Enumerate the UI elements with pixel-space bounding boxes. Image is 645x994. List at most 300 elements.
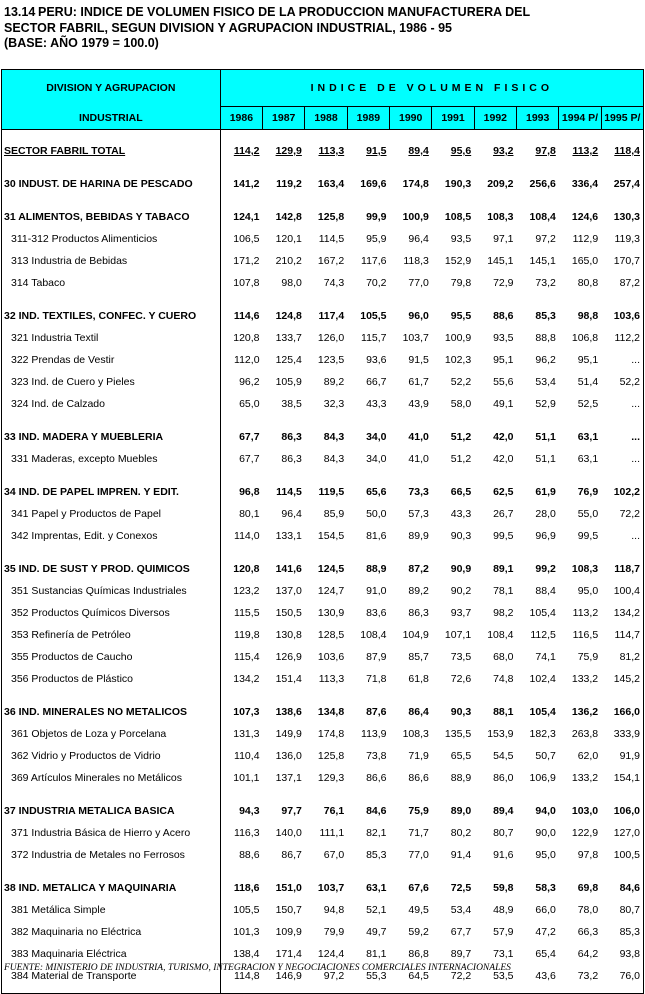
division-header: DIVISION Y AGRUPACION — [2, 70, 221, 107]
index-value: 90,3 — [450, 706, 472, 718]
index-value: 137,0 — [275, 585, 302, 597]
index-value: 89,1 — [493, 563, 514, 575]
row-label: 382 Maquinaria no Eléctrica — [2, 921, 221, 943]
index-value: 107,8 — [233, 277, 260, 289]
index-value: 41,0 — [408, 453, 429, 465]
index-value: 107,3 — [233, 706, 260, 718]
table-row-division — [2, 173, 644, 195]
table-row-division — [2, 701, 644, 723]
index-value: 83,6 — [366, 607, 387, 619]
index-value: 70,2 — [366, 277, 387, 289]
index-value: 65,5 — [450, 750, 472, 762]
index-value: 53,5 — [493, 970, 514, 982]
year-header: 1990 — [390, 107, 432, 130]
index-value: 96,2 — [239, 376, 260, 388]
index-value: 99,5 — [493, 530, 514, 542]
index-value: 43,3 — [450, 508, 472, 520]
index-value: 73,2 — [577, 970, 599, 982]
index-value: 165,0 — [571, 255, 599, 267]
table-row-group — [2, 745, 644, 767]
index-value: 94,0 — [535, 805, 556, 817]
table-row-group — [2, 646, 644, 668]
index-value: 142,8 — [275, 211, 302, 223]
index-value: ... — [601, 448, 643, 470]
index-value: 54,5 — [493, 750, 514, 762]
index-value: 100,4 — [601, 580, 643, 602]
index-value: 74,1 — [535, 651, 556, 663]
index-value: 88,8 — [535, 332, 556, 344]
index-value: 102,2 — [601, 481, 643, 503]
index-value: 122,9 — [571, 827, 599, 839]
index-value: 117,4 — [318, 310, 345, 322]
index-value: 72,5 — [450, 882, 472, 894]
row-label: 372 Industria de Metales no Ferrosos — [2, 844, 221, 866]
index-value: 88,6 — [493, 310, 514, 322]
index-value: 114,0 — [234, 530, 260, 542]
index-value: 61,9 — [535, 486, 556, 498]
index-value: 88,1 — [493, 706, 514, 718]
year-header: 1986 — [220, 107, 262, 130]
index-value: 58,0 — [450, 398, 472, 410]
index-value: 65,0 — [239, 398, 260, 410]
index-value: 99,2 — [535, 563, 556, 575]
row-label: 353 Refinería de Petróleo — [2, 624, 221, 646]
index-value: 97,8 — [577, 849, 599, 861]
index-value: 89,4 — [493, 805, 514, 817]
index-value: 72,9 — [493, 277, 514, 289]
index-value: 114,7 — [601, 624, 643, 646]
index-value: 47,2 — [535, 926, 556, 938]
table-row-group — [2, 503, 644, 525]
index-value: 105,5 — [233, 904, 260, 916]
index-value: 48,9 — [493, 904, 514, 916]
index-value: 145,1 — [487, 255, 514, 267]
index-value: 51,4 — [577, 376, 599, 388]
index-value: 133,7 — [275, 332, 302, 344]
row-label: 362 Vidrio y Productos de Vidrio — [2, 745, 221, 767]
index-value: 113,2 — [572, 145, 599, 157]
index-value: 93,5 — [450, 233, 472, 245]
index-value: 52,2 — [601, 371, 643, 393]
index-value: 108,4 — [360, 629, 387, 641]
index-value: 95,9 — [366, 233, 387, 245]
index-value: 32,3 — [323, 398, 345, 410]
index-value: 69,8 — [577, 882, 599, 894]
index-value: 86,7 — [281, 849, 302, 861]
index-value: 76,9 — [577, 486, 599, 498]
index-value: 90,0 — [535, 827, 556, 839]
index-value: 149,9 — [275, 728, 302, 740]
index-value: 114,8 — [234, 970, 260, 982]
index-value: 145,1 — [529, 255, 556, 267]
index-value: 97,8 — [535, 145, 556, 157]
year-header: 1988 — [305, 107, 347, 130]
index-value: 28,0 — [535, 508, 556, 520]
index-value: 43,9 — [408, 398, 429, 410]
index-value: 66,5 — [450, 486, 472, 498]
index-value: 59,8 — [493, 882, 514, 894]
table-title — [4, 5, 640, 52]
index-value: 127,0 — [601, 822, 643, 844]
index-value: 58,3 — [535, 882, 556, 894]
index-value: 120,8 — [233, 332, 260, 344]
table-body — [2, 140, 644, 994]
table-row-group — [2, 844, 644, 866]
index-value: 81,6 — [366, 530, 387, 542]
index-value: 126,9 — [275, 651, 302, 663]
index-value: 154,1 — [601, 767, 643, 789]
index-value: 55,3 — [366, 970, 387, 982]
index-value: 100,9 — [444, 332, 472, 344]
index-value: 108,3 — [487, 211, 514, 223]
index-value: 49,1 — [493, 398, 514, 410]
row-label: 341 Papel y Productos de Papel — [2, 503, 221, 525]
index-value: 82,1 — [366, 827, 387, 839]
index-value: 53,4 — [535, 376, 556, 388]
index-value: 117,6 — [361, 255, 387, 267]
index-value: 93,7 — [450, 607, 472, 619]
index-value: 119,3 — [601, 228, 643, 250]
index-value: 53,4 — [450, 904, 472, 916]
index-value: 163,4 — [317, 178, 345, 190]
index-value: 50,7 — [535, 750, 556, 762]
index-value: 93,8 — [601, 943, 643, 965]
index-value: 114,6 — [233, 310, 260, 322]
index-value: 42,0 — [493, 431, 514, 443]
index-value: 73,8 — [366, 750, 387, 762]
row-label: 323 Ind. de Cuero y Pieles — [2, 371, 221, 393]
index-value: 86,8 — [408, 948, 429, 960]
index-value: 80,7 — [493, 827, 514, 839]
index-value: 113,3 — [318, 673, 345, 685]
index-value: 91,9 — [601, 745, 643, 767]
index-value: 84,6 — [601, 877, 643, 899]
row-label: 32 IND. TEXTILES, CONFEC. Y CUERO — [2, 305, 221, 327]
year-header: 1992 — [474, 107, 516, 130]
index-value: 87,6 — [366, 706, 387, 718]
row-label: 313 Industria de Bebidas — [2, 250, 221, 272]
index-value: 114,2 — [233, 145, 260, 157]
index-value: 94,8 — [323, 904, 345, 916]
index-value: ... — [601, 426, 643, 448]
index-value: 91,5 — [408, 354, 429, 366]
index-value: 88,4 — [535, 585, 556, 597]
index-value: 49,7 — [366, 926, 387, 938]
index-value: 72,2 — [601, 503, 643, 525]
row-label: 355 Productos de Caucho — [2, 646, 221, 668]
index-value: 96,4 — [281, 508, 302, 520]
index-value: 116,5 — [572, 629, 599, 641]
index-value: 123,5 — [317, 354, 345, 366]
index-value: 108,3 — [402, 728, 429, 740]
index-value: 67,0 — [323, 849, 345, 861]
row-label: 38 IND. METALICA Y MAQUINARIA — [2, 877, 221, 899]
table-row-group — [2, 580, 644, 602]
index-value: 51,2 — [450, 453, 472, 465]
index-value: 101,3 — [233, 926, 260, 938]
index-value: 74,8 — [493, 673, 514, 685]
index-value: 105,9 — [275, 376, 302, 388]
index-value: 89,4 — [408, 145, 429, 157]
index-value: 73,1 — [493, 948, 514, 960]
index-value: 66,7 — [366, 376, 387, 388]
index-value: 95,0 — [577, 585, 599, 597]
index-value: 133,1 — [275, 530, 302, 542]
index-value: 84,3 — [323, 431, 345, 443]
row-label: 383 Maquinaria Eléctrica — [2, 943, 221, 965]
index-value: 106,9 — [529, 772, 556, 784]
index-value: 76,1 — [323, 805, 345, 817]
index-value: 49,5 — [408, 904, 429, 916]
index-value: 79,8 — [450, 277, 472, 289]
index-value: ... — [601, 525, 643, 547]
index-value: 98,8 — [577, 310, 599, 322]
row-label: 352 Productos Químicos Diversos — [2, 602, 221, 624]
index-value: 136,2 — [571, 706, 599, 718]
index-value: 124,8 — [275, 310, 302, 322]
index-value: 80,1 — [239, 508, 260, 520]
index-value: 129,9 — [275, 145, 302, 157]
index-value: 90,9 — [450, 563, 472, 575]
index-value: 89,7 — [450, 948, 472, 960]
index-value: 57,9 — [493, 926, 514, 938]
index-value: 67,7 — [239, 431, 260, 443]
index-value: 62,5 — [493, 486, 514, 498]
index-value: 66,3 — [577, 926, 599, 938]
index-value: 88,9 — [450, 772, 472, 784]
index-value: 102,3 — [444, 354, 472, 366]
index-value: 95,1 — [577, 354, 599, 366]
index-value: 134,8 — [317, 706, 345, 718]
index-value: 115,5 — [234, 607, 260, 619]
index-value: 333,9 — [601, 723, 643, 745]
index-value: 91,4 — [450, 849, 472, 861]
row-label: 314 Tabaco — [2, 272, 221, 294]
index-value: 52,9 — [535, 398, 556, 410]
index-value: 97,2 — [535, 233, 556, 245]
index-value: 50,0 — [366, 508, 387, 520]
index-value: 65,6 — [366, 486, 387, 498]
title-line-3: (BASE: AÑO 1979 = 100.0) — [4, 36, 159, 50]
index-value: 96,4 — [408, 233, 429, 245]
index-value: 51,1 — [535, 431, 556, 443]
index-value: ... — [601, 393, 643, 415]
table-row-group — [2, 272, 644, 294]
index-value: 111,1 — [319, 827, 345, 839]
index-value: 133,2 — [571, 673, 599, 685]
index-value: 105,4 — [529, 706, 556, 718]
index-value: 95,0 — [535, 849, 556, 861]
index-value: 257,4 — [601, 173, 643, 195]
index-value: 52,5 — [577, 398, 599, 410]
table-row-group — [2, 723, 644, 745]
index-value: 63,1 — [577, 453, 599, 465]
index-value: 68,0 — [493, 651, 514, 663]
index-value: 114,5 — [276, 486, 302, 498]
index-value: 93,2 — [493, 145, 514, 157]
index-value: 130,3 — [601, 206, 643, 228]
row-label: 371 Industria Básica de Hierro y Acero — [2, 822, 221, 844]
index-value: 86,3 — [281, 431, 302, 443]
title-line-1: PERU: INDICE DE VOLUMEN FISICO DE LA PRODUCCION MANUFACTURERA DEL — [38, 5, 531, 19]
index-value: 91,0 — [366, 585, 387, 597]
table-row-group — [2, 822, 644, 844]
index-value: 119,2 — [276, 178, 302, 190]
index-value: 91,6 — [493, 849, 514, 861]
index-value: 123,2 — [233, 585, 260, 597]
index-value: 118,4 — [601, 140, 643, 162]
index-value: 151,0 — [275, 882, 302, 894]
row-label: 324 Ind. de Calzado — [2, 393, 221, 415]
index-value: 190,3 — [444, 178, 472, 190]
index-value: 101,1 — [233, 772, 260, 784]
index-value: 86,3 — [408, 607, 429, 619]
index-value: 118,3 — [403, 255, 429, 267]
index-value: 95,1 — [493, 354, 514, 366]
index-value: 88,6 — [239, 849, 260, 861]
index-value: 85,3 — [366, 849, 387, 861]
table-row-group — [2, 393, 644, 415]
index-value: 63,1 — [577, 431, 599, 443]
row-label: 384 Material de Transporte — [2, 965, 221, 987]
index-value: 167,2 — [317, 255, 345, 267]
index-value: 87,2 — [408, 563, 429, 575]
row-label: 331 Maderas, excepto Muebles — [2, 448, 221, 470]
index-value: 41,0 — [408, 431, 429, 443]
index-value: 125,4 — [275, 354, 302, 366]
index-value: 81,1 — [366, 948, 387, 960]
table-row-group — [2, 899, 644, 921]
index-value: 134,2 — [233, 673, 260, 685]
index-value: 91,5 — [366, 145, 387, 157]
index-value: 137,1 — [275, 772, 302, 784]
row-label: 356 Productos de Plástico — [2, 668, 221, 690]
index-value: 124,6 — [571, 211, 599, 223]
index-value: 86,6 — [408, 772, 429, 784]
index-value: 263,8 — [571, 728, 599, 740]
index-value: 112,5 — [530, 629, 556, 641]
index-value: 95,6 — [450, 145, 472, 157]
index-value: 102,4 — [529, 673, 556, 685]
index-value: 138,4 — [233, 948, 260, 960]
source-footnote: FUENTE: MINISTERIO DE INDUSTRIA, TURISMO, INTEGRACION Y NEGOCIACIONES COMERCIALES INTERNACIONALES — [4, 963, 511, 973]
index-value: 71,7 — [408, 827, 429, 839]
index-value: 166,0 — [601, 701, 643, 723]
index-value: 154,5 — [317, 530, 345, 542]
index-value: 95,5 — [450, 310, 472, 322]
index-value: 57,3 — [408, 508, 429, 520]
row-label: 31 ALIMENTOS, BEBIDAS Y TABACO — [2, 206, 221, 228]
index-value: 169,6 — [360, 178, 387, 190]
index-value: 90,2 — [450, 585, 472, 597]
index-value: 62,0 — [577, 750, 599, 762]
row-label: 34 IND. DE PAPEL IMPREN. Y EDIT. — [2, 481, 221, 503]
index-value: 124,7 — [317, 585, 345, 597]
index-value: 105,5 — [360, 310, 387, 322]
table-row-group — [2, 602, 644, 624]
index-value: 85,3 — [601, 921, 643, 943]
division-header-line-2: INDUSTRIAL — [2, 107, 221, 130]
index-value: 71,9 — [408, 750, 429, 762]
index-value: 79,9 — [323, 926, 345, 938]
row-label: 361 Objetos de Loza y Porcelana — [2, 723, 221, 745]
table-row-total — [2, 140, 644, 162]
table-row-group — [2, 448, 644, 470]
index-value: 61,7 — [408, 376, 429, 388]
index-value: 77,0 — [408, 849, 429, 861]
index-value: 113,9 — [361, 728, 387, 740]
table-row-group — [2, 525, 644, 547]
index-value: 80,7 — [601, 899, 643, 921]
index-value: 126,0 — [317, 332, 345, 344]
index-value: 67,7 — [450, 926, 472, 938]
index-value: 112,9 — [572, 233, 599, 245]
index-value: 105,4 — [529, 607, 556, 619]
index-value: 52,1 — [366, 904, 387, 916]
index-value: 128,5 — [317, 629, 345, 641]
index-value: 118,6 — [233, 882, 260, 894]
index-value: 96,8 — [239, 486, 260, 498]
index-value: 63,1 — [366, 882, 387, 894]
table-row-division — [2, 877, 644, 899]
index-value: 103,0 — [571, 805, 599, 817]
index-value: 114,5 — [318, 233, 345, 245]
row-label: 381 Metálica Simple — [2, 899, 221, 921]
table-row-group — [2, 767, 644, 789]
index-value: 125,8 — [317, 211, 345, 223]
row-label: 342 Imprentas, Edit. y Conexos — [2, 525, 221, 547]
index-value: 73,3 — [408, 486, 429, 498]
index-value: 96,2 — [535, 354, 556, 366]
index-value: 96,9 — [535, 530, 556, 542]
index-value: 51,1 — [535, 453, 556, 465]
table-number: 13.14 — [4, 5, 36, 19]
index-value: 75,9 — [408, 805, 429, 817]
index-value: 74,3 — [323, 277, 345, 289]
row-label: 37 INDUSTRIA METALICA BASICA — [2, 800, 221, 822]
index-value: 140,0 — [275, 827, 302, 839]
index-value: 135,5 — [444, 728, 472, 740]
index-table — [1, 69, 644, 994]
index-value: 108,4 — [487, 629, 514, 641]
index-value: 51,2 — [450, 431, 472, 443]
index-value: 152,9 — [444, 255, 472, 267]
index-value: 61,8 — [408, 673, 429, 685]
index-value: 55,6 — [493, 376, 514, 388]
index-value: 108,3 — [571, 563, 599, 575]
index-value: 116,3 — [234, 827, 260, 839]
index-value: 88,9 — [366, 563, 387, 575]
index-value: 89,0 — [450, 805, 472, 817]
index-value: 109,9 — [275, 926, 302, 938]
table-row-division — [2, 206, 644, 228]
table-row-group — [2, 624, 644, 646]
row-label: 30 INDUST. DE HARINA DE PESCADO — [2, 173, 221, 195]
index-value: 125,8 — [317, 750, 345, 762]
index-value: 89,2 — [408, 585, 429, 597]
index-value: 84,6 — [366, 805, 387, 817]
index-value: 85,3 — [535, 310, 556, 322]
index-value: 89,9 — [408, 530, 429, 542]
index-value: 131,3 — [233, 728, 260, 740]
index-value: 97,2 — [323, 970, 345, 982]
index-value: 210,2 — [275, 255, 302, 267]
index-value: 99,5 — [577, 530, 599, 542]
index-value: 112,0 — [234, 354, 260, 366]
index-value: 146,9 — [275, 970, 302, 982]
index-value: 81,2 — [601, 646, 643, 668]
index-value: 103,7 — [402, 332, 429, 344]
